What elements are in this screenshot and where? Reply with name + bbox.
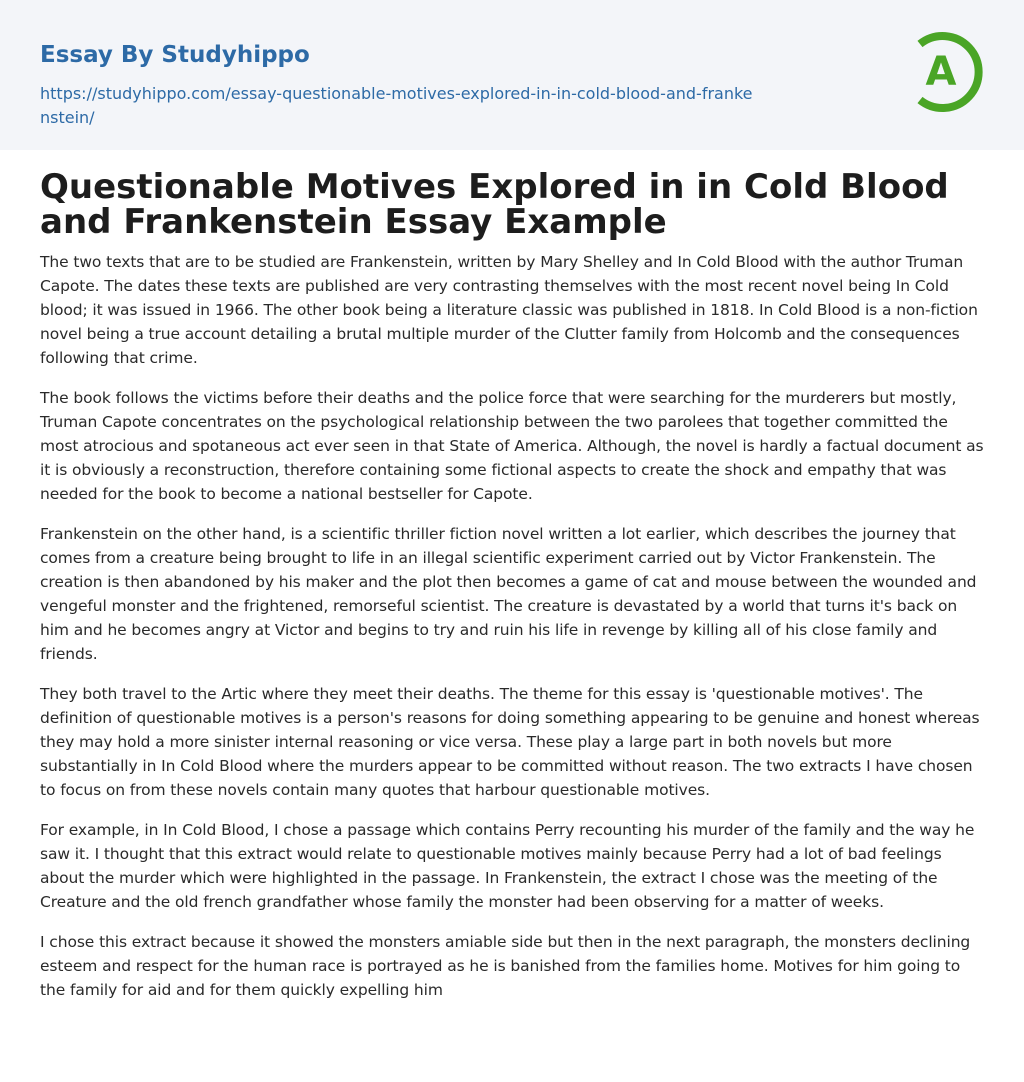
paragraph: For example, in In Cold Blood, I chose a passage which contains Perry recounting his murder of the family and the way he saw it. I thought that this extract would relate to questionable motives mainly because Perry had a lot of bad feelings about the murder which were highlighted in the passage. In Frankenstein, the extract I chose was the meeting of the Creature and the old french grandfather whose family the monster had been observing for a matter of weeks. — [40, 821, 975, 911]
source-url-link[interactable]: https://studyhippo.com/essay-questionable-motives-explored-in-in-cold-blood-and-frankenstein/ — [40, 84, 753, 127]
paragraph: The two texts that are to be studied are Frankenstein, written by Mary Shelley and In Cold Blood with the author Truman Capote. The dates these texts are published are very contrasting themselves with the most recent novel being In Cold blood; it was issued in 1966. The other book being a literature classic was published in 1818. In Cold Blood is a non-fiction novel being a true account detailing a brutal multiple murder of the Clutter family from Holcomb and the consequences following that crime. — [40, 253, 978, 367]
brand-title[interactable]: Essay By Studyhippo — [40, 42, 310, 68]
logo-letter: A — [925, 49, 957, 95]
page-title: Questionable Motives Explored in in Cold Blood and Frankenstein Essay Example — [40, 167, 949, 242]
paragraph: Frankenstein on the other hand, is a scientific thriller fiction novel written a lot earlier, which describes the journey that comes from a creature being brought to life in an illegal scientific experiment carried out by Victor Frankenstein. The creation is then abandoned by his maker and the plot then becomes a game of cat and mouse between the wounded and vengeful monster and the frightened, remorseful scientist. The creature is devastated by a world that turns it's back on him and he becomes angry at Victor and begins to try and ruin his life in revenge by killing all of his close family and friends. — [40, 525, 977, 663]
site-header — [0, 0, 1024, 150]
studyhippo-logo-icon[interactable] — [910, 28, 988, 116]
paragraph: The book follows the victims before their deaths and the police force that were searching for the murderers but mostly, Truman Capote concentrates on the psychological relationship between the two parolees that together committed the most atrocious and spotaneous act ever seen in that State of America. Although, the novel is hardly a factual document as it is obviously a reconstruction, therefore containing some fictional aspects to create the shock and empathy that was needed for the book to become a national bestseller for Capote. — [40, 389, 984, 503]
paragraph: I chose this extract because it showed the monsters amiable side but then in the next paragraph, the monsters declining esteem and respect for the human race is portrayed as he is banished from the families home. Motives for him going to the family for aid and for them quickly expelling him — [40, 933, 971, 999]
paragraph: They both travel to the Artic where they meet their deaths. The theme for this essay is 'questionable motives'. The definition of questionable motives is a person's reasons for doing something appearing to be genuine and honest whereas they may hold a more sinister internal reasoning or vice versa. These play a large part in both novels but more substantially in In Cold Blood where the murders appear to be committed without reason. The two extracts I have chosen to focus on from these novels contain many quotes that harbour questionable motives. — [40, 685, 980, 799]
article — [40, 167, 984, 1002]
